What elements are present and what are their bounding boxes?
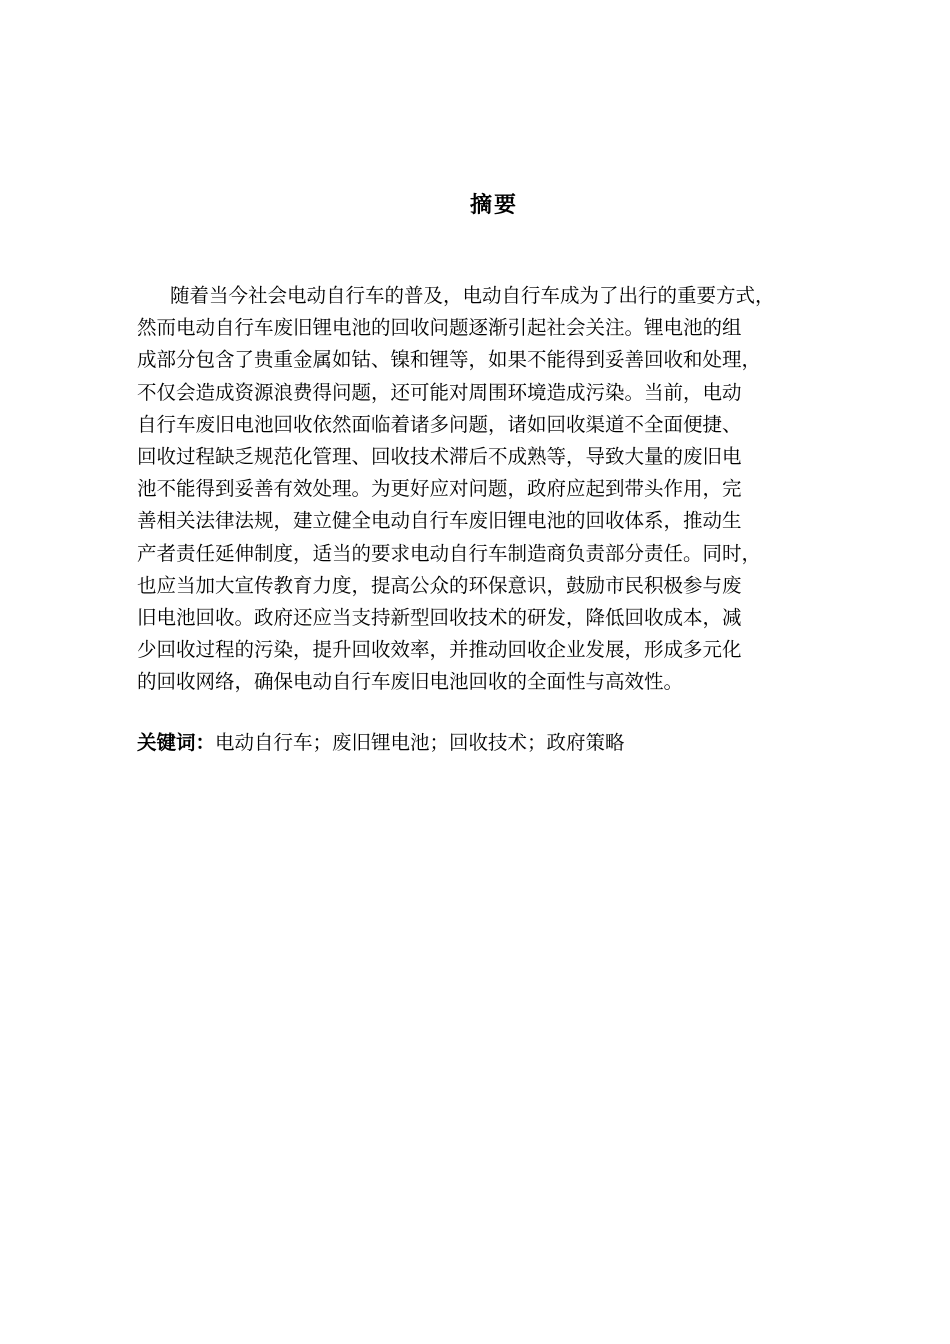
keywords-line	[137, 727, 857, 759]
abstract-line: 随着当今社会电动自行车的普及，电动自行车成为了出行的重要方式，	[170, 284, 775, 307]
abstract-line: 的回收网络，确保电动自行车废旧电池回收的全面性与高效性。	[137, 670, 684, 694]
abstract-line: 产者责任延伸制度，适当的要求电动自行车制造商负责部分责任。同时，	[137, 541, 762, 565]
abstract-line: 也应当加大宣传教育力度，提高公众的环保意识，鼓励市民积极参与废	[137, 573, 742, 597]
abstract-paragraph	[137, 280, 857, 699]
abstract-line: 自行车废旧电池回收依然面临着诸多问题，诸如回收渠道不全面便捷、	[137, 412, 742, 436]
keywords-text: 电动自行车；废旧锂电池；回收技术；政府策略	[215, 731, 625, 754]
page-title: 摘要	[469, 193, 518, 218]
abstract-line: 少回收过程的污染，提升回收效率，并推动回收企业发展，形成多元化	[137, 638, 742, 662]
abstract-line: 池不能得到妥善有效处理。为更好应对问题，政府应起到带头作用，完	[137, 477, 742, 501]
abstract-line: 旧电池回收。政府还应当支持新型回收技术的研发，降低回收成本，减	[137, 606, 742, 630]
abstract-line: 成部分包含了贵重金属如钴、镍和锂等，如果不能得到妥善回收和处理，	[137, 348, 762, 372]
abstract-line: 善相关法律法规，建立健全电动自行车废旧锂电池的回收体系，推动生	[137, 509, 742, 533]
keywords-label: 关键词：	[137, 731, 216, 754]
abstract-line: 不仅会造成资源浪费得问题，还可能对周围环境造成污染。当前，电动	[137, 380, 742, 404]
abstract-line: 回收过程缺乏规范化管理、回收技术滞后不成熟等，导致大量的废旧电	[137, 445, 742, 469]
abstract-line: 然而电动自行车废旧锂电池的回收问题逐渐引起社会关注。锂电池的组	[137, 316, 742, 340]
